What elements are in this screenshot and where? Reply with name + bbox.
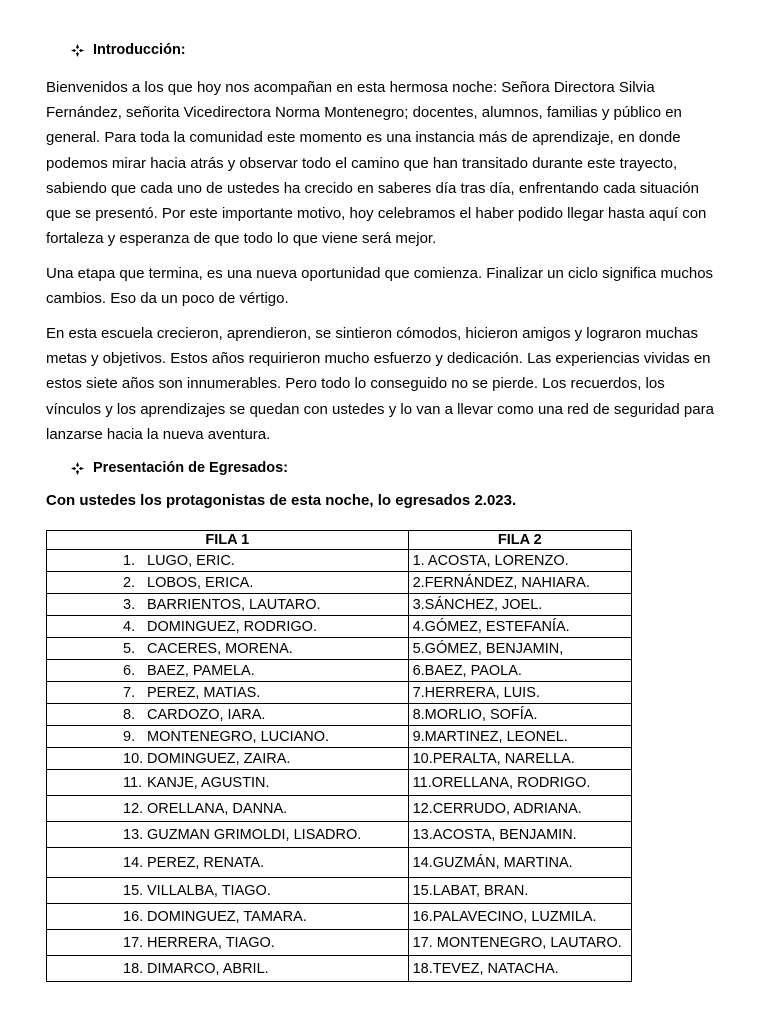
diamond-bullet-icon — [71, 44, 84, 57]
table-row — [47, 726, 632, 748]
fila-1-name: DIMARCO, ABRIL. — [147, 960, 269, 977]
fila-2-cell: 15.LABAT, BRAN. — [408, 878, 631, 904]
fila-2-cell: 13.ACOSTA, BENJAMIN. — [408, 822, 631, 848]
fila-1-number: 3. — [123, 596, 136, 613]
column-header-fila-1: FILA 1 — [47, 531, 409, 550]
graduates-subtitle: Con ustedes los protagonistas de esta noche, lo egresados 2.023. — [46, 492, 517, 509]
graduates-table — [46, 530, 632, 982]
table-row — [47, 822, 632, 848]
table-row — [47, 572, 632, 594]
table-header-row — [47, 531, 632, 550]
intro-heading-text: Introducción: — [93, 42, 186, 58]
fila-1-name: HERRERA, TIAGO. — [147, 934, 275, 951]
fila-1-number: 11. — [123, 774, 143, 791]
fila-2-cell: 16.PALAVECINO, LUZMILA. — [408, 904, 631, 930]
fila-2-cell: 5.GÓMEZ, BENJAMIN, — [408, 638, 631, 660]
fila-1-cell — [47, 638, 409, 660]
fila-2-cell: 10.PERALTA, NARELLA. — [408, 748, 631, 770]
fila-1-cell — [47, 704, 409, 726]
fila-1-name: BARRIENTOS, LAUTARO. — [147, 596, 321, 613]
fila-1-cell — [47, 878, 409, 904]
fila-1-cell — [47, 682, 409, 704]
fila-2-cell: 7.HERRERA, LUIS. — [408, 682, 631, 704]
table-row — [47, 594, 632, 616]
fila-1-cell — [47, 956, 409, 982]
fila-1-name: VILLALBA, TIAGO. — [147, 882, 271, 899]
fila-1-cell — [47, 930, 409, 956]
fila-1-number: 15. — [123, 882, 144, 899]
fila-2-cell: 17. MONTENEGRO, LAUTARO. — [408, 930, 631, 956]
fila-1-cell — [47, 748, 409, 770]
fila-1-name: PEREZ, MATIAS. — [147, 684, 261, 701]
fila-1-number: 17. — [123, 934, 144, 951]
presentation-heading — [71, 460, 288, 476]
presentation-heading-text: Presentación de Egresados: — [93, 460, 289, 476]
table-row — [47, 878, 632, 904]
table-row — [47, 616, 632, 638]
fila-1-name: DOMINGUEZ, RODRIGO. — [147, 618, 317, 635]
fila-1-cell — [47, 770, 409, 796]
fila-2-cell: 1. ACOSTA, LORENZO. — [408, 550, 631, 572]
fila-1-name: DOMINGUEZ, ZAIRA. — [147, 750, 291, 767]
fila-1-number: 7. — [123, 684, 136, 701]
fila-2-cell: 3.SÁNCHEZ, JOEL. — [408, 594, 631, 616]
table-row — [47, 638, 632, 660]
table-row — [47, 796, 632, 822]
fila-2-cell: 11.ORELLANA, RODRIGO. — [408, 770, 631, 796]
table-row — [47, 904, 632, 930]
fila-1-number: 9. — [123, 728, 136, 745]
column-header-fila-2: FILA 2 — [408, 531, 631, 550]
fila-1-number: 4. — [123, 618, 136, 635]
fila-2-cell: 14.GUZMÁN, MARTINA. — [408, 848, 631, 878]
fila-1-number: 18. — [123, 960, 144, 977]
fila-1-name: GUZMAN GRIMOLDI, LISADRO. — [147, 826, 362, 843]
table-row — [47, 930, 632, 956]
fila-1-name: DOMINGUEZ, TAMARA. — [147, 908, 307, 925]
intro-paragraph-1: Bienvenidos a los que hoy nos acompañan en esta hermosa noche: Señora Directora Silvia Fernández, señorita Vicedirectora Norma Montenegro; docentes, alumnos, familias y público en general. Para toda la comunidad este momento es una instancia más de aprendizaje, en donde podemos mirar hacia atrás y observar todo el camino que han transitado durante este trayecto, sabiendo que cada uno de ustedes ha crecido en saberes día tras día, enfrentando cada situación que se presentó. Por este importante motivo, hoy celebramos el haber podido llegar hasta aquí con fortaleza y esperanza de que todo lo que viene será mejor. — [46, 79, 707, 248]
fila-1-name: CARDOZO, IARA. — [147, 706, 266, 723]
fila-2-cell: 2.FERNÁNDEZ, NAHIARA. — [408, 572, 631, 594]
intro-paragraph-2: Una etapa que termina, es una nueva oportunidad que comienza. Finalizar un ciclo significa muchos cambios. Eso da un poco de vértigo. — [46, 265, 714, 308]
fila-1-name: KANJE, AGUSTIN. — [147, 774, 270, 791]
fila-1-cell — [47, 796, 409, 822]
table-row — [47, 848, 632, 878]
fila-1-number: 12. — [123, 800, 144, 817]
fila-1-name: BAEZ, PAMELA. — [147, 662, 255, 679]
fila-1-name: LOBOS, ERICA. — [147, 574, 254, 591]
fila-1-cell — [47, 616, 409, 638]
fila-1-name: CACERES, MORENA. — [147, 640, 293, 657]
fila-1-cell — [47, 550, 409, 572]
intro-paragraph-3: En esta escuela crecieron, aprendieron, se sintieron cómodos, hicieron amigos y lograron muchas metas y objetivos. Estos años requirieron mucho esfuerzo y dedicación. Las experiencias vividas en estos siete años son innumerables. Pero todo lo conseguido no se pierde. Los recuerdos, los vínculos y los aprendizajes se quedan con ustedes y lo van a llevar como una red de seguridad para lanzarse hacia la nueva aventura. — [46, 325, 714, 443]
fila-1-number: 6. — [123, 662, 136, 679]
fila-1-name: PEREZ, RENATA. — [147, 854, 265, 871]
fila-1-number: 16. — [123, 908, 144, 925]
fila-1-number: 13. — [123, 826, 144, 843]
table-row — [47, 956, 632, 982]
fila-2-cell: 12.CERRUDO, ADRIANA. — [408, 796, 631, 822]
fila-1-cell — [47, 572, 409, 594]
fila-2-cell: 9.MARTINEZ, LEONEL. — [408, 726, 631, 748]
fila-1-number: 5. — [123, 640, 136, 657]
fila-1-cell — [47, 904, 409, 930]
fila-1-name: MONTENEGRO, LUCIANO. — [147, 728, 330, 745]
fila-2-cell: 6.BAEZ, PAOLA. — [408, 660, 631, 682]
table-row — [47, 682, 632, 704]
table-row — [47, 704, 632, 726]
fila-1-cell — [47, 660, 409, 682]
fila-1-cell — [47, 726, 409, 748]
table-row — [47, 770, 632, 796]
diamond-bullet-icon — [71, 462, 84, 475]
fila-2-cell: 4.GÓMEZ, ESTEFANÍA. — [408, 616, 631, 638]
fila-1-cell — [47, 848, 409, 878]
fila-1-number: 10. — [123, 750, 144, 767]
intro-heading — [71, 42, 186, 58]
fila-1-cell — [47, 594, 409, 616]
fila-1-number: 14. — [123, 854, 144, 871]
fila-2-cell: 18.TEVEZ, NATACHA. — [408, 956, 631, 982]
fila-1-name: LUGO, ERIC. — [147, 552, 235, 569]
table-row — [47, 748, 632, 770]
fila-1-cell — [47, 822, 409, 848]
table-row — [47, 660, 632, 682]
fila-1-name: ORELLANA, DANNA. — [147, 800, 288, 817]
fila-1-number: 2. — [123, 574, 136, 591]
fila-1-number: 1. — [123, 552, 136, 569]
table-row — [47, 550, 632, 572]
fila-1-number: 8. — [123, 706, 136, 723]
fila-2-cell: 8.MORLIO, SOFÍA. — [408, 704, 631, 726]
